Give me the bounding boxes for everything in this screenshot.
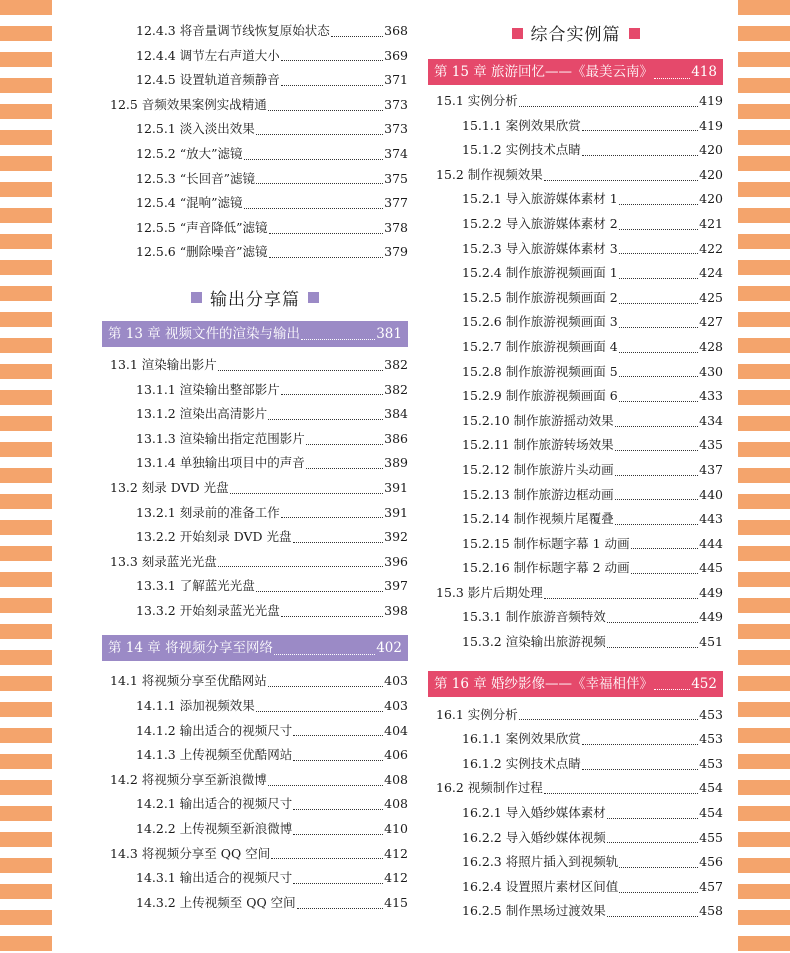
toc-entry-label: 12.4.5 设置轨道音频静音: [136, 72, 280, 88]
leader-dots: [619, 253, 698, 254]
toc-entry[interactable]: [428, 187, 723, 212]
leader-dots: [619, 892, 698, 893]
leader-dots: [218, 566, 383, 567]
toc-entry-page: 451: [699, 634, 723, 650]
toc-entry-page: 378: [384, 219, 408, 235]
toc-entry[interactable]: [102, 476, 408, 501]
toc-entry[interactable]: [428, 458, 723, 483]
chapter-page: 418: [691, 64, 717, 80]
toc-entry[interactable]: [102, 743, 408, 768]
toc-entry-label: 12.4.4 调节左右声道大小: [136, 47, 280, 63]
toc-entry-label: 15.2 制作视频效果: [436, 166, 543, 182]
toc-entry[interactable]: [102, 167, 408, 192]
toc-entry-label: 15.2.4 制作旅游视频画面 1: [462, 265, 618, 281]
toc-entry[interactable]: [102, 550, 408, 575]
toc-entry[interactable]: [428, 384, 723, 409]
toc-entry[interactable]: [428, 752, 723, 777]
toc-entry[interactable]: [102, 817, 408, 842]
leader-dots: [293, 883, 383, 884]
toc-entry-page: 457: [699, 878, 723, 894]
toc-entry-page: 392: [384, 529, 408, 545]
toc-entry-label: 13.2.2 开始刻录 DVD 光盘: [136, 529, 292, 545]
toc-entry-page: 428: [699, 338, 723, 354]
toc-entry-page: 420: [699, 142, 723, 158]
toc-entry-label: 15.2.7 制作旅游视频画面 4: [462, 338, 618, 354]
square-bullet-icon: [512, 28, 523, 39]
chapter-title: 第 13 章 视频文件的渲染与输出: [108, 325, 301, 342]
toc-entry-page: 449: [699, 584, 723, 600]
toc-entry-page: 391: [384, 479, 408, 495]
leader-dots: [631, 548, 699, 549]
toc-entry[interactable]: [102, 240, 408, 265]
leader-dots: [582, 769, 698, 770]
chapter-page: 452: [691, 675, 717, 692]
toc-entry-page: 454: [699, 805, 723, 821]
toc-entry[interactable]: [428, 532, 723, 557]
toc-entry-page: 386: [384, 430, 408, 446]
toc-entry[interactable]: [428, 483, 723, 508]
leader-dots: [582, 744, 698, 745]
toc-entry[interactable]: [428, 163, 723, 188]
toc-entry-page: 379: [384, 244, 408, 260]
toc-entry-page: 382: [384, 356, 408, 372]
leader-dots: [218, 370, 383, 371]
toc-entry-page: 384: [384, 406, 408, 422]
toc-list-12: [102, 19, 408, 265]
toc-entry-label: 15.2.9 制作旅游视频画面 6: [462, 388, 618, 404]
leader-dots: [274, 654, 375, 655]
section-heading-examples: [428, 22, 723, 48]
toc-entry[interactable]: [428, 114, 723, 139]
toc-entry[interactable]: [102, 191, 408, 216]
chapter-title: 第 16 章 婚纱影像——《幸福相伴》: [434, 675, 654, 692]
toc-entry-page: 454: [699, 780, 723, 796]
leader-dots: [544, 598, 698, 599]
square-bullet-icon: [629, 28, 640, 39]
toc-entry-page: 455: [699, 829, 723, 845]
toc-entry-label: 16.1.1 案例效果欣赏: [462, 731, 581, 747]
toc-entry[interactable]: [102, 719, 408, 744]
toc-entry[interactable]: [428, 409, 723, 434]
chapter-title: 第 14 章 将视频分享至网络: [108, 640, 274, 657]
toc-entry-page: 396: [384, 553, 408, 569]
toc-entry[interactable]: [428, 899, 723, 924]
toc-entry[interactable]: [428, 801, 723, 826]
toc-entry-label: 14.3.1 输出适合的视频尺寸: [136, 870, 293, 886]
toc-entry-page: 415: [384, 894, 408, 910]
toc-entry[interactable]: [428, 310, 723, 335]
toc-entry-label: 13.1.3 渲染输出指定范围影片: [136, 430, 305, 446]
toc-entry-label: 14.1 将视频分享至优酷网站: [110, 673, 267, 689]
toc-entry-page: 382: [384, 381, 408, 397]
toc-entry-label: 15.1.2 实例技术点睛: [462, 142, 581, 158]
toc-entry-page: 453: [699, 706, 723, 722]
toc-entry-page: 434: [699, 412, 723, 428]
leader-dots: [256, 183, 383, 184]
toc-entry-page: 440: [699, 486, 723, 502]
chapter-page: 381: [376, 325, 402, 342]
toc-entry-page: 420: [699, 166, 723, 182]
leader-dots: [268, 110, 383, 111]
leader-dots: [244, 159, 384, 160]
leader-dots: [281, 616, 383, 617]
toc-entry-label: 16.2.1 导入婚纱媒体素材: [462, 805, 606, 821]
toc-entry-page: 404: [384, 722, 408, 738]
toc-entry-label: 12.5.5 “声音降低”滤镜: [136, 219, 268, 235]
toc-entry[interactable]: [102, 599, 408, 624]
toc-entry-label: 15.2.2 导入旅游媒体素材 2: [462, 215, 618, 231]
toc-entry-page: 403: [384, 698, 408, 714]
toc-left-column: [102, 0, 408, 915]
toc-entry-label: 14.3.2 上传视频至 QQ 空间: [136, 894, 296, 910]
toc-entry[interactable]: [102, 142, 408, 167]
toc-entry-page: 374: [384, 145, 408, 161]
leader-dots: [281, 60, 383, 61]
toc-entry-label: 14.2.2 上传视频至新浪微博: [136, 821, 293, 837]
toc-entry[interactable]: [428, 335, 723, 360]
section-title: 输出分享篇: [210, 289, 300, 310]
toc-entry[interactable]: [428, 433, 723, 458]
toc-entry-page: 371: [384, 72, 408, 88]
toc-entry-label: 12.5.4 “混响”滤镜: [136, 195, 243, 211]
toc-entry[interactable]: [102, 501, 408, 526]
leader-dots: [519, 719, 698, 720]
leader-dots: [268, 686, 383, 687]
toc-entry-page: 368: [384, 23, 408, 38]
toc-entry-page: 410: [384, 821, 408, 837]
toc-entry-label: 13.1 渲染输出影片: [110, 356, 217, 372]
leader-dots: [582, 155, 698, 156]
toc-entry[interactable]: [102, 694, 408, 719]
leader-dots: [619, 867, 698, 868]
toc-entry[interactable]: [102, 669, 408, 694]
toc-entry-page: 389: [384, 455, 408, 471]
toc-entry-label: 15.1.1 案例效果欣赏: [462, 117, 581, 133]
leader-dots: [293, 735, 383, 736]
toc-entry-page: 373: [384, 121, 408, 137]
leader-dots: [293, 834, 383, 835]
toc-entry-label: 13.2.1 刻录前的准备工作: [136, 504, 280, 520]
leader-dots: [619, 401, 698, 402]
toc-entry[interactable]: [102, 402, 408, 427]
toc-entry[interactable]: [428, 605, 723, 630]
toc-entry-label: 12.5.1 淡入淡出效果: [136, 121, 255, 137]
toc-entry-page: 421: [699, 215, 723, 231]
leader-dots: [582, 130, 698, 131]
toc-entry-page: 412: [384, 845, 408, 861]
toc-entry-page: 403: [384, 673, 408, 689]
section-title: 综合实例篇: [530, 25, 621, 45]
leader-dots: [544, 180, 698, 181]
toc-entry-page: 458: [699, 903, 723, 919]
toc-entry-page: 408: [384, 796, 408, 812]
toc-entry-page: 424: [699, 265, 723, 281]
toc-entry-label: 16.1.2 实例技术点睛: [462, 755, 581, 771]
toc-entry[interactable]: [102, 19, 408, 44]
toc-entry[interactable]: [428, 850, 723, 875]
toc-entry-label: 12.5 音频效果案例实战精通: [110, 96, 267, 112]
toc-entry[interactable]: [102, 44, 408, 69]
leader-dots: [615, 475, 698, 476]
leader-dots: [619, 352, 698, 353]
toc-entry[interactable]: [102, 378, 408, 403]
toc-entry[interactable]: [428, 826, 723, 851]
toc-entry-label: 15.2.12 制作旅游片头动画: [462, 461, 614, 477]
leader-dots: [619, 204, 698, 205]
leader-dots: [607, 916, 698, 917]
toc-entry-label: 14.2 将视频分享至新浪微博: [110, 771, 267, 787]
leader-dots: [607, 842, 698, 843]
toc-entry-label: 15.3.1 制作旅游音频特效: [462, 609, 606, 625]
leader-dots: [619, 327, 698, 328]
leader-dots: [297, 908, 383, 909]
toc-entry-label: 15.1 实例分析: [436, 93, 518, 108]
toc-entry-page: 425: [699, 289, 723, 305]
toc-entry[interactable]: [428, 507, 723, 532]
toc-entry-page: 377: [384, 195, 408, 211]
toc-entry-label: 14.3 将视频分享至 QQ 空间: [110, 845, 271, 861]
toc-entry[interactable]: [428, 727, 723, 752]
toc-entry-label: 13.1.4 单独输出项目中的声音: [136, 455, 305, 471]
chapter-page: 402: [376, 640, 402, 657]
toc-entry-page: 373: [384, 96, 408, 112]
leader-dots: [654, 689, 690, 690]
toc-entry-label: 16.2.2 导入婚纱媒体视频: [462, 829, 606, 845]
toc-entry-label: 15.3.2 渲染输出旅游视频: [462, 634, 606, 650]
leader-dots: [331, 36, 383, 37]
chapter-title: 第 15 章 旅游回忆——《最美云南》: [434, 64, 654, 80]
toc-list-16: [428, 703, 723, 924]
toc-entry[interactable]: [428, 556, 723, 581]
toc-entry-page: 408: [384, 771, 408, 787]
toc-entry-page: 375: [384, 170, 408, 186]
toc-entry[interactable]: [428, 261, 723, 286]
toc-list-13: [102, 353, 408, 624]
leader-dots: [256, 711, 383, 712]
leader-dots: [615, 450, 698, 451]
leader-dots: [615, 499, 698, 500]
leader-dots: [619, 278, 698, 279]
toc-entry-label: 15.2.16 制作标题字幕 2 动画: [462, 560, 630, 576]
leader-dots: [619, 303, 698, 304]
leader-dots: [269, 233, 384, 234]
toc-right-column: [428, 0, 723, 924]
leader-dots: [615, 426, 698, 427]
toc-entry-label: 16.2 视频制作过程: [436, 780, 543, 796]
leader-dots: [301, 339, 375, 340]
chapter-16-bar[interactable]: [428, 671, 723, 697]
toc-entry-label: 14.1.2 输出适合的视频尺寸: [136, 722, 293, 738]
toc-entry[interactable]: [102, 792, 408, 817]
chapter-13-bar[interactable]: [102, 321, 408, 347]
toc-entry-label: 13.1.1 渲染输出整部影片: [136, 381, 280, 397]
toc-entry[interactable]: [428, 360, 723, 385]
toc-entry-label: 13.3.2 开始刻录蓝光光盘: [136, 602, 280, 618]
toc-entry[interactable]: [102, 93, 408, 118]
toc-entry[interactable]: [102, 842, 408, 867]
toc-entry[interactable]: [428, 212, 723, 237]
toc-entry[interactable]: [428, 237, 723, 262]
toc-entry-label: 15.2.13 制作旅游边框动画: [462, 486, 614, 502]
leader-dots: [244, 208, 384, 209]
decorative-stripe-left: [0, 0, 52, 953]
leader-dots: [607, 647, 698, 648]
leader-dots: [268, 785, 383, 786]
toc-entry-page: 444: [699, 535, 723, 551]
toc-entry-label: 12.5.3 “长回音”滤镜: [136, 170, 256, 186]
toc-entry-label: 15.3 影片后期处理: [436, 584, 543, 600]
leader-dots: [269, 257, 384, 258]
leader-dots: [293, 809, 383, 810]
toc-entry-label: 14.1.1 添加视频效果: [136, 698, 255, 714]
leader-dots: [256, 134, 383, 135]
section-heading-output-share: [102, 287, 408, 313]
toc-entry-label: 16.2.3 将照片插入到视频轨: [462, 854, 619, 870]
toc-entry-label: 12.5.6 “删除噪音”滤镜: [136, 244, 268, 260]
leader-dots: [268, 419, 383, 420]
leader-dots: [619, 376, 698, 377]
leader-dots: [619, 229, 698, 230]
leader-dots: [256, 591, 383, 592]
toc-entry[interactable]: [428, 286, 723, 311]
chapter-14-bar[interactable]: [102, 635, 408, 661]
leader-dots: [281, 85, 383, 86]
leader-dots: [306, 468, 383, 469]
toc-entry[interactable]: [428, 89, 723, 114]
square-bullet-icon: [308, 292, 319, 303]
toc-entry-label: 13.3.1 了解蓝光光盘: [136, 578, 255, 594]
toc-entry[interactable]: [102, 117, 408, 142]
toc-entry[interactable]: [102, 353, 408, 378]
toc-entry-page: 419: [699, 117, 723, 133]
toc-entry[interactable]: [428, 776, 723, 801]
toc-list-14: [102, 669, 408, 915]
leader-dots: [607, 622, 698, 623]
toc-entry-label: 15.2.14 制作视频片尾覆叠: [462, 511, 614, 527]
chapter-15-bar[interactable]: [428, 59, 723, 85]
leader-dots: [293, 760, 383, 761]
leader-dots: [281, 394, 383, 395]
leader-dots: [293, 542, 384, 543]
toc-entry[interactable]: [102, 68, 408, 93]
toc-entry-page: 453: [699, 755, 723, 771]
toc-entry-label: 15.2.5 制作旅游视频画面 2: [462, 289, 618, 305]
leader-dots: [230, 493, 384, 494]
leader-dots: [607, 818, 698, 819]
leader-dots: [615, 524, 698, 525]
toc-entry-label: 15.2.6 制作旅游视频画面 3: [462, 314, 618, 330]
toc-entry-page: 443: [699, 511, 723, 527]
toc-entry[interactable]: [102, 574, 408, 599]
leader-dots: [631, 573, 699, 574]
toc-entry[interactable]: [102, 427, 408, 452]
toc-entry-label: 13.3 刻录蓝光光盘: [110, 553, 217, 569]
toc-entry-label: 12.4.3 将音量调节线恢复原始状态: [136, 23, 330, 38]
toc-entry-page: 453: [699, 731, 723, 747]
toc-entry-label: 15.2.8 制作旅游视频画面 5: [462, 363, 618, 379]
toc-entry[interactable]: [102, 451, 408, 476]
toc-entry-page: 412: [384, 870, 408, 886]
toc-entry-page: 419: [699, 93, 723, 108]
toc-entry-page: 435: [699, 437, 723, 453]
toc-entry[interactable]: [102, 866, 408, 891]
toc-entry-label: 15.2.15 制作标题字幕 1 动画: [462, 535, 630, 551]
toc-entry[interactable]: [102, 216, 408, 241]
toc-entry-label: 15.2.3 导入旅游媒体素材 3: [462, 240, 618, 256]
square-bullet-icon: [191, 292, 202, 303]
toc-entry-label: 16.2.5 制作黑场过渡效果: [462, 903, 606, 919]
leader-dots: [281, 517, 383, 518]
toc-entry-page: 427: [699, 314, 723, 330]
toc-entry-page: 391: [384, 504, 408, 520]
leader-dots: [544, 793, 698, 794]
toc-entry[interactable]: [428, 703, 723, 728]
toc-entry-page: 406: [384, 747, 408, 763]
toc-entry-label: 14.2.1 输出适合的视频尺寸: [136, 796, 293, 812]
toc-entry-page: 430: [699, 363, 723, 379]
leader-dots: [306, 444, 383, 445]
toc-entry-label: 16.2.4 设置照片素材区间值: [462, 878, 619, 894]
decorative-stripe-right: [738, 0, 790, 953]
toc-entry[interactable]: [102, 891, 408, 916]
toc-entry-label: 14.1.3 上传视频至优酷网站: [136, 747, 293, 763]
toc-entry-page: 398: [384, 602, 408, 618]
leader-dots: [519, 106, 698, 107]
toc-entry-page: 449: [699, 609, 723, 625]
toc-entry[interactable]: [102, 525, 408, 550]
toc-entry-label: 16.1 实例分析: [436, 706, 518, 722]
toc-entry-label: 15.2.11 制作旅游转场效果: [462, 437, 614, 453]
toc-entry-page: 433: [699, 388, 723, 404]
toc-entry[interactable]: [428, 581, 723, 606]
toc-entry-label: 15.2.1 导入旅游媒体素材 1: [462, 191, 618, 207]
toc-entry-page: 445: [699, 560, 723, 576]
toc-entry-page: 456: [699, 854, 723, 870]
toc-list-15: [428, 89, 723, 655]
toc-entry[interactable]: [428, 138, 723, 163]
toc-entry-page: 422: [699, 240, 723, 256]
toc-entry[interactable]: [102, 768, 408, 793]
toc-entry-page: 420: [699, 191, 723, 207]
leader-dots: [654, 78, 690, 79]
toc-entry-page: 437: [699, 461, 723, 477]
toc-entry-label: 13.1.2 渲染出高清影片: [136, 406, 268, 422]
toc-entry-page: 397: [384, 578, 408, 594]
toc-entry-label: 12.5.2 “放大”滤镜: [136, 145, 243, 161]
leader-dots: [271, 858, 383, 859]
toc-entry-label: 15.2.10 制作旅游摇动效果: [462, 412, 614, 428]
toc-entry[interactable]: [428, 875, 723, 900]
toc-entry[interactable]: [428, 630, 723, 655]
toc-entry-page: 369: [384, 47, 408, 63]
toc-entry-label: 13.2 刻录 DVD 光盘: [110, 479, 229, 495]
